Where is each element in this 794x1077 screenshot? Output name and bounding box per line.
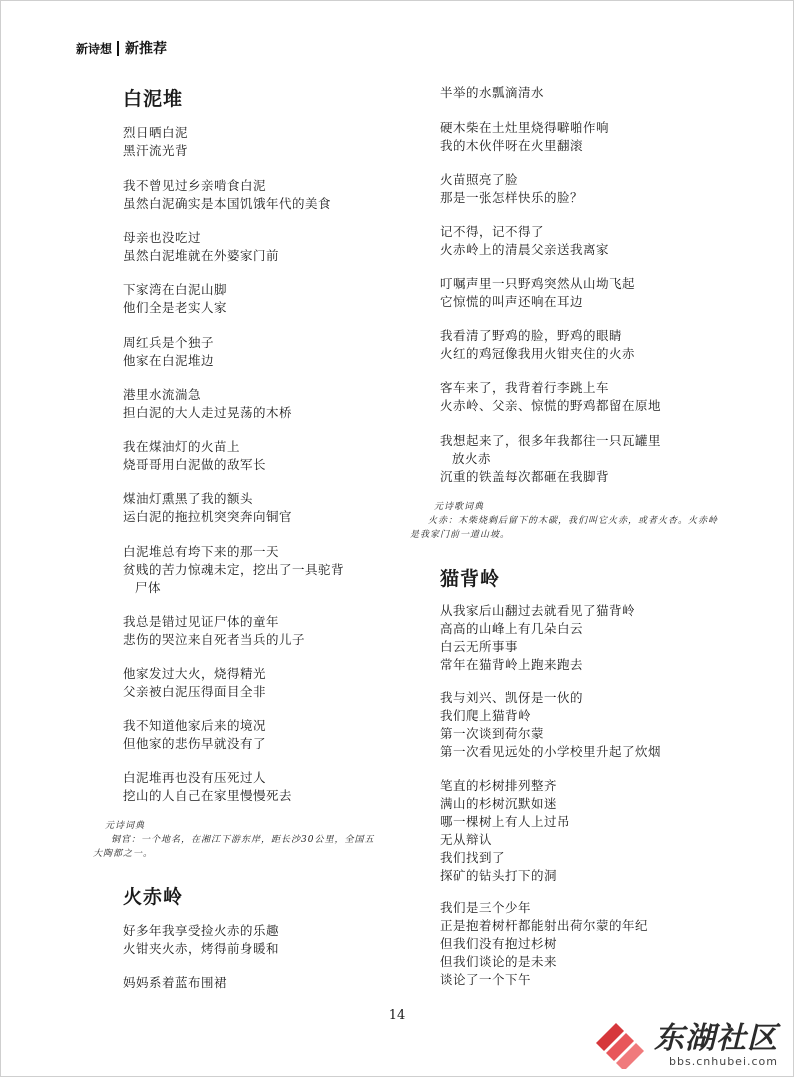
stanza bbox=[440, 223, 609, 259]
poem-line: 满山的杉树沉默如迷 bbox=[440, 796, 558, 811]
stanza bbox=[123, 334, 214, 370]
poem-line: 挖山的人自己在家里慢慢死去 bbox=[123, 788, 293, 803]
poem-line: 放火赤 bbox=[452, 451, 492, 466]
stanza bbox=[440, 275, 635, 311]
poem-line: 白云无所事事 bbox=[440, 639, 519, 654]
stanza bbox=[440, 777, 570, 885]
stanza bbox=[440, 171, 583, 207]
poem-line: 沉重的铁盖每次都砸在我脚背 bbox=[440, 469, 610, 484]
poem-line: 第一次看见远处的小学校里升起了炊烟 bbox=[440, 744, 662, 759]
poem-line: 火赤岭、父亲、惊慌的野鸡都留在原地 bbox=[440, 398, 662, 413]
poem-line: 火红的鸡冠像我用火钳夹住的火赤 bbox=[440, 346, 636, 361]
poem-line: 悲伤的哭泣来自死者当兵的儿子 bbox=[123, 632, 306, 647]
poem-line: 虽然白泥堆就在外婆家门前 bbox=[123, 248, 280, 263]
poem-line: 我们是三个少年 bbox=[440, 900, 532, 915]
poem-line: 担白泥的大人走过晃荡的木桥 bbox=[123, 405, 293, 420]
poem-line: 硬木柴在土灶里烧得噼啪作响 bbox=[440, 120, 610, 135]
poem-line: 高高的山峰上有几朵白云 bbox=[440, 621, 584, 636]
poem-line: 探矿的钻头打下的洞 bbox=[440, 868, 558, 883]
stanza bbox=[440, 689, 661, 761]
poem-line: 好多年我享受捡火赤的乐趣 bbox=[123, 923, 280, 938]
watermark-logo-icon bbox=[594, 1021, 650, 1069]
stanza bbox=[123, 665, 266, 701]
magazine-name: 新诗想 bbox=[76, 41, 113, 56]
stanza bbox=[440, 432, 661, 486]
stanza bbox=[440, 379, 661, 415]
site-watermark bbox=[594, 1021, 778, 1069]
poem-line: 下家湾在白泥山脚 bbox=[123, 282, 228, 297]
poem-line: 虽然白泥确实是本国饥饿年代的美食 bbox=[123, 196, 332, 211]
poem-line: 我总是错过见证尸体的童年 bbox=[123, 614, 280, 629]
poem-line: 但我们没有抱过杉树 bbox=[440, 936, 558, 951]
poem-line: 记不得，记不得了 bbox=[440, 224, 545, 239]
note-title: 元诗歌词典 bbox=[434, 502, 485, 512]
stanza bbox=[440, 84, 544, 102]
stanza bbox=[123, 177, 331, 213]
poem-line: 火苗照亮了脸 bbox=[440, 172, 519, 187]
poem-line: 从我家后山翻过去就看见了猫背岭 bbox=[440, 603, 636, 618]
poem-line: 叮嘱声里一只野鸡突然从山坳飞起 bbox=[440, 276, 636, 291]
poem-line: 哪一棵树上有人上过吊 bbox=[440, 814, 571, 829]
poem-line: 但他家的悲伤早就没有了 bbox=[123, 736, 267, 751]
header-divider bbox=[117, 41, 119, 56]
stanza bbox=[123, 438, 266, 474]
note-text: 铜官：一个地名，在湘江下游东岸，距长沙30公里，全国五大陶都之一。 bbox=[93, 835, 375, 859]
poem-line: 妈妈系着蓝布围裙 bbox=[123, 975, 228, 990]
stanza bbox=[123, 281, 227, 317]
stanza bbox=[123, 922, 279, 958]
poem-line: 白泥堆总有垮下来的那一天 bbox=[123, 544, 280, 559]
poem-line: 我不曾见过乡亲啃食白泥 bbox=[123, 178, 267, 193]
poem-line: 无从辩认 bbox=[440, 832, 493, 847]
stanza bbox=[123, 543, 344, 597]
poem-line: 第一次谈到荷尔蒙 bbox=[440, 726, 545, 741]
page-header bbox=[76, 38, 167, 58]
poem-line: 父亲被白泥压得面目全非 bbox=[123, 684, 267, 699]
poem-line: 客车来了，我背着行李跳上车 bbox=[440, 380, 610, 395]
stanza bbox=[123, 229, 279, 265]
poem-line: 它惊慌的叫声还响在耳边 bbox=[440, 294, 584, 309]
poem-line: 我的木伙伴呀在火里翻滚 bbox=[440, 138, 584, 153]
poem-title: 火赤岭 bbox=[123, 886, 184, 908]
note-text: 火赤：木柴烧剩后留下的木碳，我们叫它火赤，或者火杏。火赤岭是我家门前一道山坡。 bbox=[410, 516, 719, 540]
poem-line: 我想起来了，很多年我都往一只瓦罐里 bbox=[440, 433, 662, 448]
stanza bbox=[123, 386, 292, 422]
poem-line: 他们全是老实人家 bbox=[123, 300, 228, 315]
poem-line: 我在煤油灯的火苗上 bbox=[123, 439, 241, 454]
watermark-url: bbs.cnhubei.com bbox=[669, 1054, 778, 1068]
poem-title: 白泥堆 bbox=[123, 88, 184, 110]
stanza bbox=[123, 717, 266, 753]
watermark-text bbox=[654, 1020, 778, 1068]
stanza bbox=[123, 613, 305, 649]
watermark-name: 东湖社区 bbox=[654, 1020, 778, 1056]
poem-line: 黑汗流光背 bbox=[123, 143, 189, 158]
section-name: 新推荐 bbox=[125, 41, 168, 57]
poem-line: 常年在猫背岭上跑来跑去 bbox=[440, 657, 584, 672]
note-title: 元诗词典 bbox=[105, 821, 146, 831]
poem-line: 火赤岭上的清晨父亲送我离家 bbox=[440, 242, 610, 257]
stanza bbox=[440, 602, 635, 674]
poem-line: 火钳夹火赤，烤得前身暖和 bbox=[123, 941, 280, 956]
stanza bbox=[123, 769, 292, 805]
poem-line: 那是一张怎样快乐的脸？ bbox=[440, 190, 584, 205]
poem-line: 谈论了一个下午 bbox=[440, 972, 532, 987]
glossary-note bbox=[93, 819, 383, 861]
poem-line: 周红兵是个独子 bbox=[123, 335, 215, 350]
stanza bbox=[440, 119, 609, 155]
poem-line: 尸体 bbox=[135, 580, 162, 595]
poem-line: 烈日晒白泥 bbox=[123, 125, 189, 140]
stanza bbox=[123, 124, 188, 160]
stanza bbox=[440, 899, 648, 989]
poem-line: 我们爬上猫背岭 bbox=[440, 708, 532, 723]
poem-line: 烧哥哥用白泥做的敌军长 bbox=[123, 457, 267, 472]
poem-line: 他家发过大火，烧得精光 bbox=[123, 666, 267, 681]
stanza bbox=[440, 327, 635, 363]
poem-line: 我与刘兴、凯伢是一伙的 bbox=[440, 690, 584, 705]
poem-line: 半举的水瓢滴清水 bbox=[440, 85, 545, 100]
poem-line: 他家在白泥堆边 bbox=[123, 353, 215, 368]
glossary-note bbox=[410, 500, 725, 542]
poem-line: 港里水流湍急 bbox=[123, 387, 202, 402]
stanza bbox=[123, 974, 227, 992]
poem-line: 我不知道他家后来的境况 bbox=[123, 718, 267, 733]
poem-line: 我看清了野鸡的脸，野鸡的眼睛 bbox=[440, 328, 623, 343]
poem-line: 煤油灯熏黑了我的额头 bbox=[123, 491, 254, 506]
poem-line: 白泥堆再也没有压死过人 bbox=[123, 770, 267, 785]
poem-line: 我们找到了 bbox=[440, 850, 506, 865]
poem-line: 笔直的杉树排列整齐 bbox=[440, 778, 558, 793]
poem-line: 运白泥的拖拉机突突奔向铜官 bbox=[123, 509, 293, 524]
poem-title: 猫背岭 bbox=[440, 568, 501, 590]
poem-line: 贫贱的苦力惊魂未定，挖出了一具驼背 bbox=[123, 562, 345, 577]
poem-line: 母亲也没吃过 bbox=[123, 230, 202, 245]
poem-line: 但我们谈论的是未来 bbox=[440, 954, 558, 969]
poem-line: 正是抱着树杆都能射出荷尔蒙的年纪 bbox=[440, 918, 649, 933]
stanza bbox=[123, 490, 292, 526]
page-number: 14 bbox=[388, 1008, 406, 1023]
